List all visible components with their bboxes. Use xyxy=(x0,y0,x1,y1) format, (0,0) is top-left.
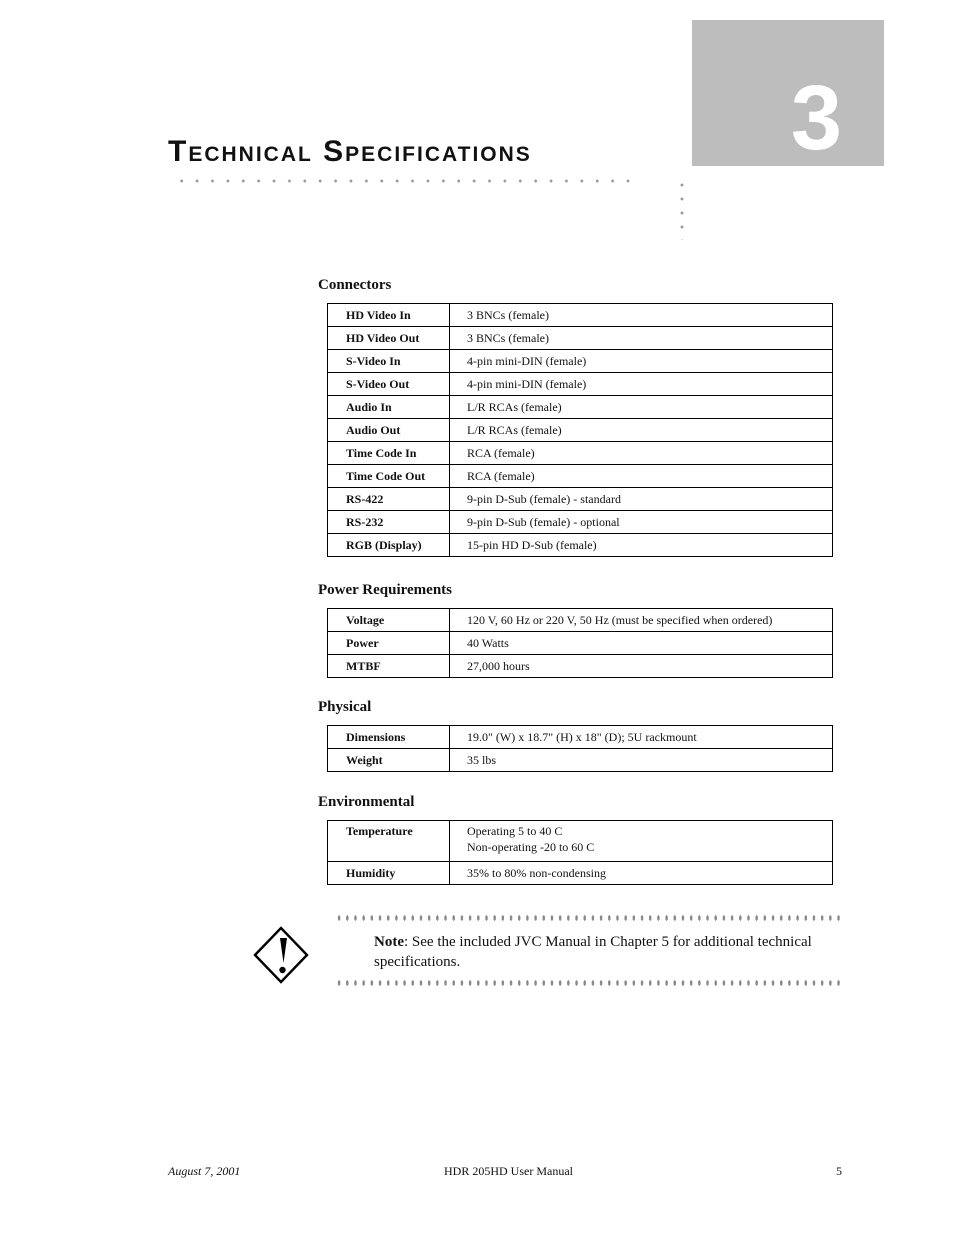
row-label: HD Video Out xyxy=(328,327,450,350)
row-value: 15-pin HD D-Sub (female) xyxy=(450,534,833,557)
section-heading-environmental: Environmental xyxy=(318,794,415,810)
table-row xyxy=(328,465,833,488)
row-value: 4-pin mini-DIN (female) xyxy=(450,350,833,373)
note-label: Note xyxy=(374,934,404,950)
row-label: HD Video In xyxy=(328,304,450,327)
row-value: 40 Watts xyxy=(450,632,833,655)
row-label: Time Code Out xyxy=(328,465,450,488)
row-value-line: Operating 5 to 40 C xyxy=(467,824,563,838)
row-value-line: Non-operating -20 to 60 C xyxy=(467,840,595,854)
table-row xyxy=(328,821,833,862)
row-value: 35% to 80% non-condensing xyxy=(450,862,833,885)
row-label: RGB (Display) xyxy=(328,534,450,557)
section-heading-power: Power Requirements xyxy=(318,582,453,598)
row-label: Dimensions xyxy=(328,726,450,749)
note-body: : See the included JVC Manual in Chapter 5 for additional technical specifications. xyxy=(374,934,812,970)
row-value: RCA (female) xyxy=(450,465,833,488)
row-label: Weight xyxy=(328,749,450,772)
note-text xyxy=(374,932,814,972)
row-value: 120 V, 60 Hz or 220 V, 50 Hz (must be specified when ordered) xyxy=(450,609,833,632)
power-table xyxy=(327,608,833,678)
table-row xyxy=(328,862,833,885)
note-divider-top xyxy=(335,914,845,922)
table-row xyxy=(328,749,833,772)
row-label: Temperature xyxy=(328,821,450,862)
row-value: 27,000 hours xyxy=(450,655,833,678)
table-row xyxy=(328,442,833,465)
row-value: 9-pin D-Sub (female) - standard xyxy=(450,488,833,511)
table-row xyxy=(328,488,833,511)
dotted-rule-horizontal xyxy=(174,179,636,183)
section-heading-physical: Physical xyxy=(318,699,372,715)
row-label: S-Video In xyxy=(328,350,450,373)
caution-icon xyxy=(253,926,309,984)
table-row xyxy=(328,534,833,557)
physical-table xyxy=(327,725,833,772)
row-value: 35 lbs xyxy=(450,749,833,772)
footer-manual-title: HDR 205HD User Manual xyxy=(444,1164,573,1178)
footer-date: August 7, 2001 xyxy=(168,1164,241,1178)
table-row xyxy=(328,327,833,350)
row-value: 4-pin mini-DIN (female) xyxy=(450,373,833,396)
table-row xyxy=(328,350,833,373)
row-label: RS-232 xyxy=(328,511,450,534)
dotted-rule-vertical xyxy=(680,178,684,240)
environmental-table xyxy=(327,820,833,885)
table-row xyxy=(328,609,833,632)
row-value: 3 BNCs (female) xyxy=(450,327,833,350)
row-label: Humidity xyxy=(328,862,450,885)
table-row xyxy=(328,632,833,655)
chapter-number-box xyxy=(692,20,884,169)
page-title: Technical Specifications xyxy=(168,135,532,168)
section-heading-connectors: Connectors xyxy=(318,277,392,293)
row-label: Time Code In xyxy=(328,442,450,465)
table-row xyxy=(328,396,833,419)
table-row xyxy=(328,726,833,749)
row-label: RS-422 xyxy=(328,488,450,511)
table-row xyxy=(328,304,833,327)
row-label: S-Video Out xyxy=(328,373,450,396)
row-label: Voltage xyxy=(328,609,450,632)
row-label: Audio Out xyxy=(328,419,450,442)
table-row xyxy=(328,511,833,534)
row-value: 3 BNCs (female) xyxy=(450,304,833,327)
row-label: Audio In xyxy=(328,396,450,419)
table-row xyxy=(328,655,833,678)
row-value: 19.0" (W) x 18.7" (H) x 18" (D); 5U rackmount xyxy=(450,726,833,749)
note-divider-bottom xyxy=(335,979,845,987)
chapter-number: 3 xyxy=(790,67,842,169)
connectors-table xyxy=(327,303,833,557)
row-value: RCA (female) xyxy=(450,442,833,465)
table-row xyxy=(328,373,833,396)
row-value xyxy=(450,821,833,862)
row-value: 9-pin D-Sub (female) - optional xyxy=(450,511,833,534)
footer-page-number: 5 xyxy=(836,1164,842,1178)
row-label: Power xyxy=(328,632,450,655)
row-value: L/R RCAs (female) xyxy=(450,396,833,419)
row-value: L/R RCAs (female) xyxy=(450,419,833,442)
table-row xyxy=(328,419,833,442)
row-label: MTBF xyxy=(328,655,450,678)
